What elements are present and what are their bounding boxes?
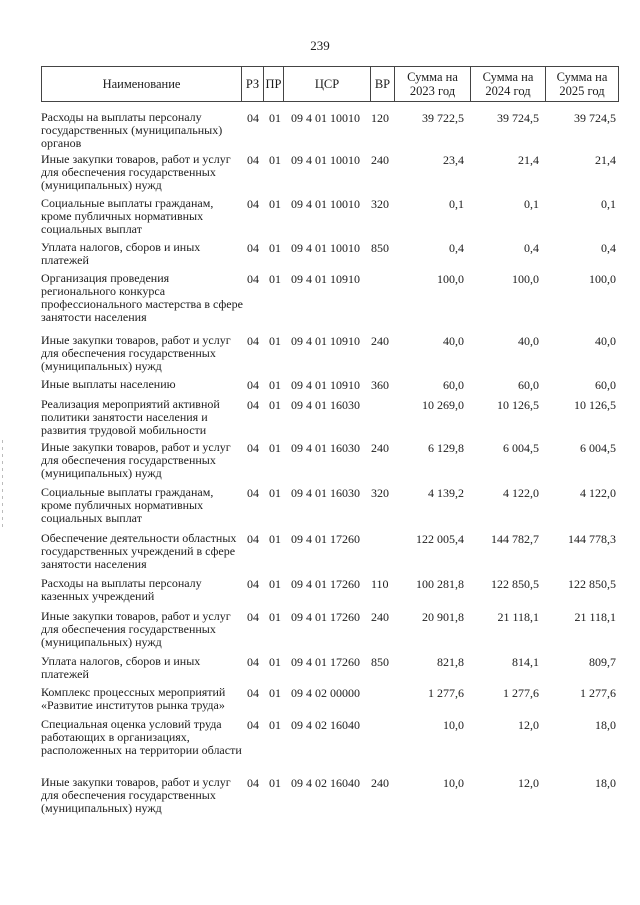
cell-name: Расходы на выплаты персоналу казенных учреждений — [41, 576, 202, 603]
cell-rz: 04 — [247, 272, 259, 286]
cell-s3: 21,4 — [595, 153, 616, 167]
cell-s3: 60,0 — [595, 378, 616, 392]
cell-rz: 04 — [247, 776, 259, 790]
cell-vr: 850 — [371, 655, 389, 669]
cell-vr: 320 — [371, 197, 389, 211]
cell-s1: 39 722,5 — [422, 111, 464, 125]
cell-pr: 01 — [269, 153, 281, 167]
cell-rz: 04 — [247, 378, 259, 392]
cell-s3: 0,4 — [601, 241, 616, 255]
cell-csr: 09 4 01 17260 — [291, 655, 360, 669]
cell-rz: 04 — [247, 241, 259, 255]
cell-csr: 09 4 01 17260 — [291, 532, 360, 546]
cell-s2: 1 277,6 — [503, 686, 539, 700]
page-number: 239 — [310, 38, 330, 53]
cell-s3: 4 122,0 — [580, 486, 616, 500]
header-sum-2023: Сумма на 2023 год — [394, 67, 470, 101]
cell-name: Социальные выплаты гражданам, кроме публичных нормативных социальных выплат — [41, 485, 214, 525]
cell-pr: 01 — [269, 197, 281, 211]
cell-pr: 01 — [269, 532, 281, 546]
cell-vr: 240 — [371, 153, 389, 167]
cell-s2: 21,4 — [518, 153, 539, 167]
cell-pr: 01 — [269, 686, 281, 700]
cell-s2: 10 126,5 — [497, 398, 539, 412]
cell-csr: 09 4 02 00000 — [291, 686, 360, 700]
cell-s1: 4 139,2 — [428, 486, 464, 500]
cell-pr: 01 — [269, 441, 281, 455]
cell-vr: 120 — [371, 111, 389, 125]
header-rz: РЗ — [241, 67, 263, 101]
cell-s1: 40,0 — [443, 334, 464, 348]
cell-rz: 04 — [247, 153, 259, 167]
cell-csr: 09 4 01 16030 — [291, 486, 360, 500]
cell-pr: 01 — [269, 776, 281, 790]
scan-edge-mark — [2, 440, 3, 530]
cell-pr: 01 — [269, 272, 281, 286]
cell-name: Иные закупки товаров, работ и услуг для обеспечения государственных (муниципальных) нужд — [41, 440, 231, 480]
cell-rz: 04 — [247, 718, 259, 732]
cell-name: Иные закупки товаров, работ и услуг для обеспечения государственных (муниципальных) нужд — [41, 152, 231, 192]
cell-rz: 04 — [247, 610, 259, 624]
cell-vr: 240 — [371, 776, 389, 790]
cell-name: Комплекс процессных мероприятий «Развитие институтов рынка труда» — [41, 685, 226, 712]
cell-vr: 240 — [371, 441, 389, 455]
cell-rz: 04 — [247, 486, 259, 500]
cell-csr: 09 4 02 16040 — [291, 718, 360, 732]
cell-csr: 09 4 01 10910 — [291, 378, 360, 392]
cell-rz: 04 — [247, 441, 259, 455]
cell-pr: 01 — [269, 718, 281, 732]
cell-s3: 39 724,5 — [574, 111, 616, 125]
cell-s3: 0,1 — [601, 197, 616, 211]
cell-pr: 01 — [269, 398, 281, 412]
cell-name: Расходы на выплаты персоналу государственных (муниципальных) органов — [41, 110, 223, 150]
cell-s1: 23,4 — [443, 153, 464, 167]
cell-name: Реализация мероприятий активной политики занятости населения и развития трудовой мобильности — [41, 397, 220, 437]
cell-s3: 122 850,5 — [568, 577, 616, 591]
cell-rz: 04 — [247, 334, 259, 348]
cell-rz: 04 — [247, 577, 259, 591]
cell-s2: 12,0 — [518, 718, 539, 732]
cell-name: Специальная оценка условий труда работающих в организациях, расположенных на территории области — [41, 717, 242, 757]
cell-vr: 360 — [371, 378, 389, 392]
cell-name: Иные выплаты населению — [41, 377, 176, 391]
cell-s2: 4 122,0 — [503, 486, 539, 500]
cell-vr: 240 — [371, 334, 389, 348]
cell-s3: 144 778,3 — [568, 532, 616, 546]
cell-s2: 0,4 — [524, 241, 539, 255]
cell-name: Социальные выплаты гражданам, кроме публичных нормативных социальных выплат — [41, 196, 214, 236]
cell-vr: 240 — [371, 610, 389, 624]
cell-s1: 1 277,6 — [428, 686, 464, 700]
header-pr: ПР — [263, 67, 283, 101]
cell-rz: 04 — [247, 197, 259, 211]
cell-s3: 10 126,5 — [574, 398, 616, 412]
cell-name: Иные закупки товаров, работ и услуг для обеспечения государственных (муниципальных) нужд — [41, 609, 231, 649]
cell-name: Организация проведения регионального конкурса профессионального мастерства в сфере занятости населения — [41, 271, 243, 324]
cell-s2: 40,0 — [518, 334, 539, 348]
cell-csr: 09 4 01 10910 — [291, 272, 360, 286]
cell-s1: 100 281,8 — [416, 577, 464, 591]
cell-s2: 100,0 — [512, 272, 539, 286]
cell-s2: 60,0 — [518, 378, 539, 392]
cell-rz: 04 — [247, 111, 259, 125]
cell-name: Иные закупки товаров, работ и услуг для обеспечения государственных (муниципальных) нужд — [41, 775, 231, 815]
cell-s2: 12,0 — [518, 776, 539, 790]
cell-csr: 09 4 01 16030 — [291, 441, 360, 455]
cell-csr: 09 4 01 10010 — [291, 197, 360, 211]
cell-s1: 122 005,4 — [416, 532, 464, 546]
cell-name: Уплата налогов, сборов и иных платежей — [41, 240, 201, 267]
cell-s3: 100,0 — [589, 272, 616, 286]
cell-s1: 821,8 — [437, 655, 464, 669]
cell-pr: 01 — [269, 577, 281, 591]
cell-vr: 850 — [371, 241, 389, 255]
cell-csr: 09 4 01 10010 — [291, 241, 360, 255]
cell-s3: 6 004,5 — [580, 441, 616, 455]
cell-rz: 04 — [247, 532, 259, 546]
cell-pr: 01 — [269, 111, 281, 125]
header-vr: ВР — [370, 67, 394, 101]
cell-s1: 10 269,0 — [422, 398, 464, 412]
cell-pr: 01 — [269, 241, 281, 255]
cell-csr: 09 4 01 10910 — [291, 334, 360, 348]
cell-s2: 39 724,5 — [497, 111, 539, 125]
cell-s1: 60,0 — [443, 378, 464, 392]
cell-s1: 10,0 — [443, 776, 464, 790]
header-name: Наименование — [41, 67, 241, 101]
cell-s3: 1 277,6 — [580, 686, 616, 700]
cell-vr: 320 — [371, 486, 389, 500]
cell-s2: 122 850,5 — [491, 577, 539, 591]
cell-pr: 01 — [269, 610, 281, 624]
cell-s2: 6 004,5 — [503, 441, 539, 455]
cell-name: Обеспечение деятельности областных государственных учреждений в сфере занятости населения — [41, 531, 237, 571]
cell-s2: 814,1 — [512, 655, 539, 669]
cell-s3: 809,7 — [589, 655, 616, 669]
cell-s2: 0,1 — [524, 197, 539, 211]
cell-rz: 04 — [247, 398, 259, 412]
cell-s2: 21 118,1 — [497, 610, 539, 624]
cell-s1: 0,1 — [449, 197, 464, 211]
cell-s1: 6 129,8 — [428, 441, 464, 455]
cell-s3: 21 118,1 — [574, 610, 616, 624]
cell-name: Уплата налогов, сборов и иных платежей — [41, 654, 201, 681]
cell-csr: 09 4 01 10010 — [291, 111, 360, 125]
header-sum-2025: Сумма на 2025 год — [545, 67, 619, 101]
table-header — [41, 66, 619, 102]
cell-csr: 09 4 01 17260 — [291, 577, 360, 591]
cell-rz: 04 — [247, 655, 259, 669]
cell-s1: 100,0 — [437, 272, 464, 286]
cell-s1: 10,0 — [443, 718, 464, 732]
cell-s3: 40,0 — [595, 334, 616, 348]
cell-pr: 01 — [269, 655, 281, 669]
cell-s1: 20 901,8 — [422, 610, 464, 624]
cell-s2: 144 782,7 — [491, 532, 539, 546]
cell-csr: 09 4 01 10010 — [291, 153, 360, 167]
cell-s3: 18,0 — [595, 718, 616, 732]
header-sum-2024: Сумма на 2024 год — [470, 67, 545, 101]
cell-s1: 0,4 — [449, 241, 464, 255]
cell-pr: 01 — [269, 486, 281, 500]
header-csr: ЦСР — [283, 67, 370, 101]
cell-pr: 01 — [269, 334, 281, 348]
cell-rz: 04 — [247, 686, 259, 700]
cell-csr: 09 4 01 17260 — [291, 610, 360, 624]
cell-vr: 110 — [371, 577, 389, 591]
cell-s3: 18,0 — [595, 776, 616, 790]
cell-name: Иные закупки товаров, работ и услуг для обеспечения государственных (муниципальных) нужд — [41, 333, 231, 373]
cell-csr: 09 4 01 16030 — [291, 398, 360, 412]
cell-csr: 09 4 02 16040 — [291, 776, 360, 790]
cell-pr: 01 — [269, 378, 281, 392]
